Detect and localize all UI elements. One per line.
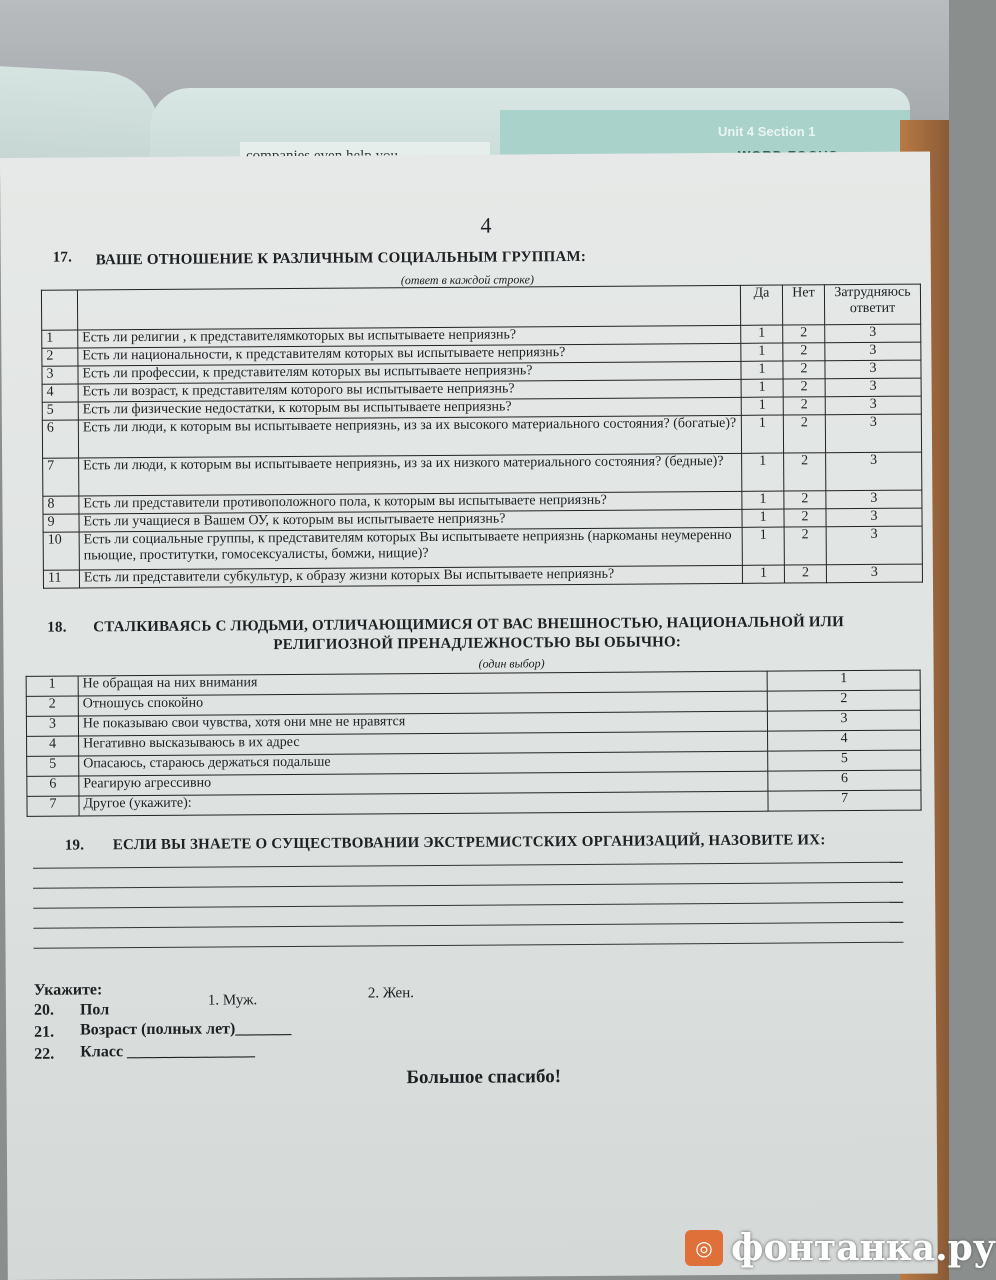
q22-number: 22.: [34, 1045, 55, 1063]
q19-answer-line[interactable]: [34, 942, 904, 949]
answer-hard-option[interactable]: 3: [826, 452, 922, 491]
answer-hard-option[interactable]: 3: [826, 526, 922, 565]
question-text: Есть ли национальности, к представителям которых вы испытываете неприязнь?: [78, 343, 741, 366]
fontanka-logo-icon: ◎: [685, 1230, 723, 1266]
answer-yes-option[interactable]: 1: [742, 527, 784, 565]
option-code[interactable]: 3: [768, 710, 921, 731]
answer-no-option[interactable]: 2: [783, 415, 825, 453]
answer-hard-option[interactable]: 3: [826, 490, 922, 509]
option-text: Не обращая на них внимания: [78, 671, 767, 696]
answer-no-option[interactable]: 2: [784, 453, 826, 491]
answer-yes-option[interactable]: 1: [741, 325, 783, 343]
q17-header-hard: Затрудняюсь ответит: [824, 284, 920, 325]
answer-no-option[interactable]: 2: [783, 361, 825, 379]
q18-title-line1: СТАЛКИВАЯСЬ С ЛЮДЬМИ, ОТЛИЧАЮЩИМИСЯ ОТ ВАС ВНЕШНОСТЬЮ, НАЦИОНАЛЬНОЙ ИЛИ: [93, 614, 845, 636]
row-number: 9: [43, 514, 79, 532]
answer-yes-option[interactable]: 1: [741, 379, 783, 397]
answer-no-option[interactable]: 2: [784, 491, 826, 509]
q19-answer-line[interactable]: [33, 882, 903, 889]
q20-label: Пол: [79, 1001, 110, 1019]
row-number: 6: [42, 420, 78, 458]
answer-no-option[interactable]: 2: [783, 379, 825, 397]
row-number: 4: [27, 736, 79, 756]
answer-hard-option[interactable]: 3: [825, 414, 921, 453]
question-text: Есть ли люди, к которым вы испытываете неприязнь, из за их высокого материального состояния? (богатые)?: [78, 415, 741, 458]
thanks-text: Большое спасибо!: [406, 1066, 562, 1089]
answer-no-option[interactable]: 2: [784, 565, 826, 583]
answer-hard-option[interactable]: 3: [825, 342, 921, 361]
q18-number: 18.: [47, 619, 67, 636]
option-code[interactable]: 7: [768, 790, 921, 811]
answer-yes-option[interactable]: 1: [741, 343, 783, 361]
row-number: 10: [43, 532, 79, 570]
row-number: 8: [43, 496, 79, 514]
row-number: 7: [27, 796, 79, 816]
row-number: 2: [26, 696, 78, 716]
q18-title-line2: РЕЛИГИОЗНОЙ ПРЕНАДЛЕЖНОСТЬЮ ВЫ ОБЫЧНО:: [273, 634, 682, 654]
q17-note: (ответ в каждой строке): [400, 272, 535, 288]
option-text: Другое (укажите):: [79, 791, 768, 816]
question-text: Есть ли возраст, к представителям которого вы испытываете неприязнь?: [78, 379, 741, 402]
question-text: Есть ли учащиеся в Вашем ОУ, к которым вы испытываете неприязнь?: [79, 509, 742, 532]
question-text: Есть ли физические недостатки, к которым вы испытываете неприязнь?: [78, 397, 741, 420]
row-number: 4: [42, 384, 78, 402]
option-text: Опасаюсь, стараюсь держаться подальше: [79, 751, 768, 776]
page-number: 4: [480, 212, 492, 238]
table-row: [43, 526, 922, 570]
question-text: Есть ли представители противоположного пола, к которым вы испытываете неприязнь?: [79, 491, 742, 514]
q19-answer-line[interactable]: [33, 902, 903, 909]
q17-title: ВАШЕ ОТНОШЕНИЕ К РАЗЛИЧНЫМ СОЦИАЛЬНЫМ ГРУППАМ:: [95, 248, 587, 269]
row-number: 1: [26, 676, 78, 696]
q17-number: 17.: [52, 249, 73, 266]
q20-option-male[interactable]: 1. Муж.: [207, 992, 258, 1009]
answer-no-option[interactable]: 2: [783, 325, 825, 343]
answer-no-option[interactable]: 2: [783, 397, 825, 415]
answer-hard-option[interactable]: 3: [825, 324, 921, 343]
q18-note: (один выбор): [478, 656, 545, 671]
option-code[interactable]: 5: [768, 750, 921, 771]
answer-yes-option[interactable]: 1: [742, 565, 784, 583]
question-text: Есть ли представители субкультур, к образу жизни которых Вы испытываете неприязнь?: [79, 565, 742, 588]
q17-header-yes: Да: [740, 285, 782, 325]
q20-number: 20.: [33, 1001, 55, 1019]
answer-no-option[interactable]: 2: [783, 343, 825, 361]
q20-option-female[interactable]: 2. Жен.: [367, 985, 415, 1002]
q18-table: [26, 670, 922, 817]
answer-hard-option[interactable]: 3: [826, 508, 922, 527]
q17-header-blank: [41, 290, 77, 330]
answer-yes-option[interactable]: 1: [741, 397, 783, 415]
option-text: Реагирую агрессивно: [79, 771, 768, 796]
question-text: Есть ли социальные группы, к представителям которых Вы испытываете неприязнь (наркоманы неумеренно пьющие, проститутки, гомосексуалисты, бомжи, нищие)?: [79, 527, 742, 570]
table-row: [43, 452, 922, 496]
option-code[interactable]: 6: [768, 770, 921, 791]
option-code[interactable]: 1: [767, 670, 920, 691]
row-number: 11: [43, 570, 79, 588]
questionnaire-page: [0, 152, 938, 1280]
book-unit-label: Unit 4 Section 1: [718, 124, 816, 139]
option-code[interactable]: 2: [767, 690, 920, 711]
answer-hard-option[interactable]: 3: [825, 378, 921, 397]
option-text: Негативно высказываюсь в их адрес: [78, 731, 767, 756]
q22-class-field[interactable]: Класс ________________: [80, 1042, 256, 1061]
answer-yes-option[interactable]: 1: [741, 361, 783, 379]
watermark-text: фонтанка.ру: [731, 1227, 996, 1269]
q19-answer-line[interactable]: [33, 922, 903, 929]
row-number: 3: [42, 366, 78, 384]
option-code[interactable]: 4: [768, 730, 921, 751]
question-text: Есть ли люди, к которым вы испытываете неприязнь, из за их низкого материального состояния? (бедные)?: [79, 453, 742, 496]
option-text: Отношусь спокойно: [78, 691, 767, 716]
answer-yes-option[interactable]: 1: [742, 509, 784, 527]
answer-yes-option[interactable]: 1: [742, 453, 784, 491]
answer-no-option[interactable]: 2: [784, 509, 826, 527]
answer-yes-option[interactable]: 1: [742, 491, 784, 509]
q17-header-no: Нет: [782, 285, 824, 325]
row-number: 6: [27, 776, 79, 796]
table-row: [42, 414, 921, 458]
answer-hard-option[interactable]: 3: [826, 564, 922, 583]
row-number: 1: [42, 330, 78, 348]
answer-yes-option[interactable]: 1: [741, 415, 783, 453]
specify-label: Укажите:: [33, 981, 103, 999]
row-number: 7: [43, 458, 79, 496]
q17-table: [41, 284, 923, 589]
answer-hard-option[interactable]: 3: [825, 396, 921, 415]
row-number: 5: [27, 756, 79, 776]
option-text: Не показываю свои чувства, хотя они мне не нравятся: [78, 711, 767, 736]
q17-header-blank: [77, 285, 740, 330]
q21-number: 21.: [34, 1023, 55, 1041]
answer-no-option[interactable]: 2: [784, 527, 826, 565]
watermark: [685, 1222, 996, 1274]
row-number: 2: [42, 348, 78, 366]
question-text: Есть ли профессии, к представителям которых вы испытываете неприязнь?: [78, 361, 741, 384]
row-number: 3: [26, 716, 78, 736]
q21-age-field[interactable]: Возраст (полных лет)_______: [80, 1019, 292, 1039]
row-number: 5: [42, 402, 78, 420]
q19-number: 19.: [64, 837, 85, 854]
answer-hard-option[interactable]: 3: [825, 360, 921, 379]
question-text: Есть ли религии , к представителямкоторых вы испытываете неприязнь?: [78, 325, 741, 348]
q19-title: ЕСЛИ ВЫ ЗНАЕТЕ О СУЩЕСТВОВАНИИ ЭКСТРЕМИСТСКИХ ОРГАНИЗАЦИЙ, НАЗОВИТЕ ИХ:: [112, 832, 826, 854]
q19-answer-line[interactable]: [33, 862, 903, 869]
